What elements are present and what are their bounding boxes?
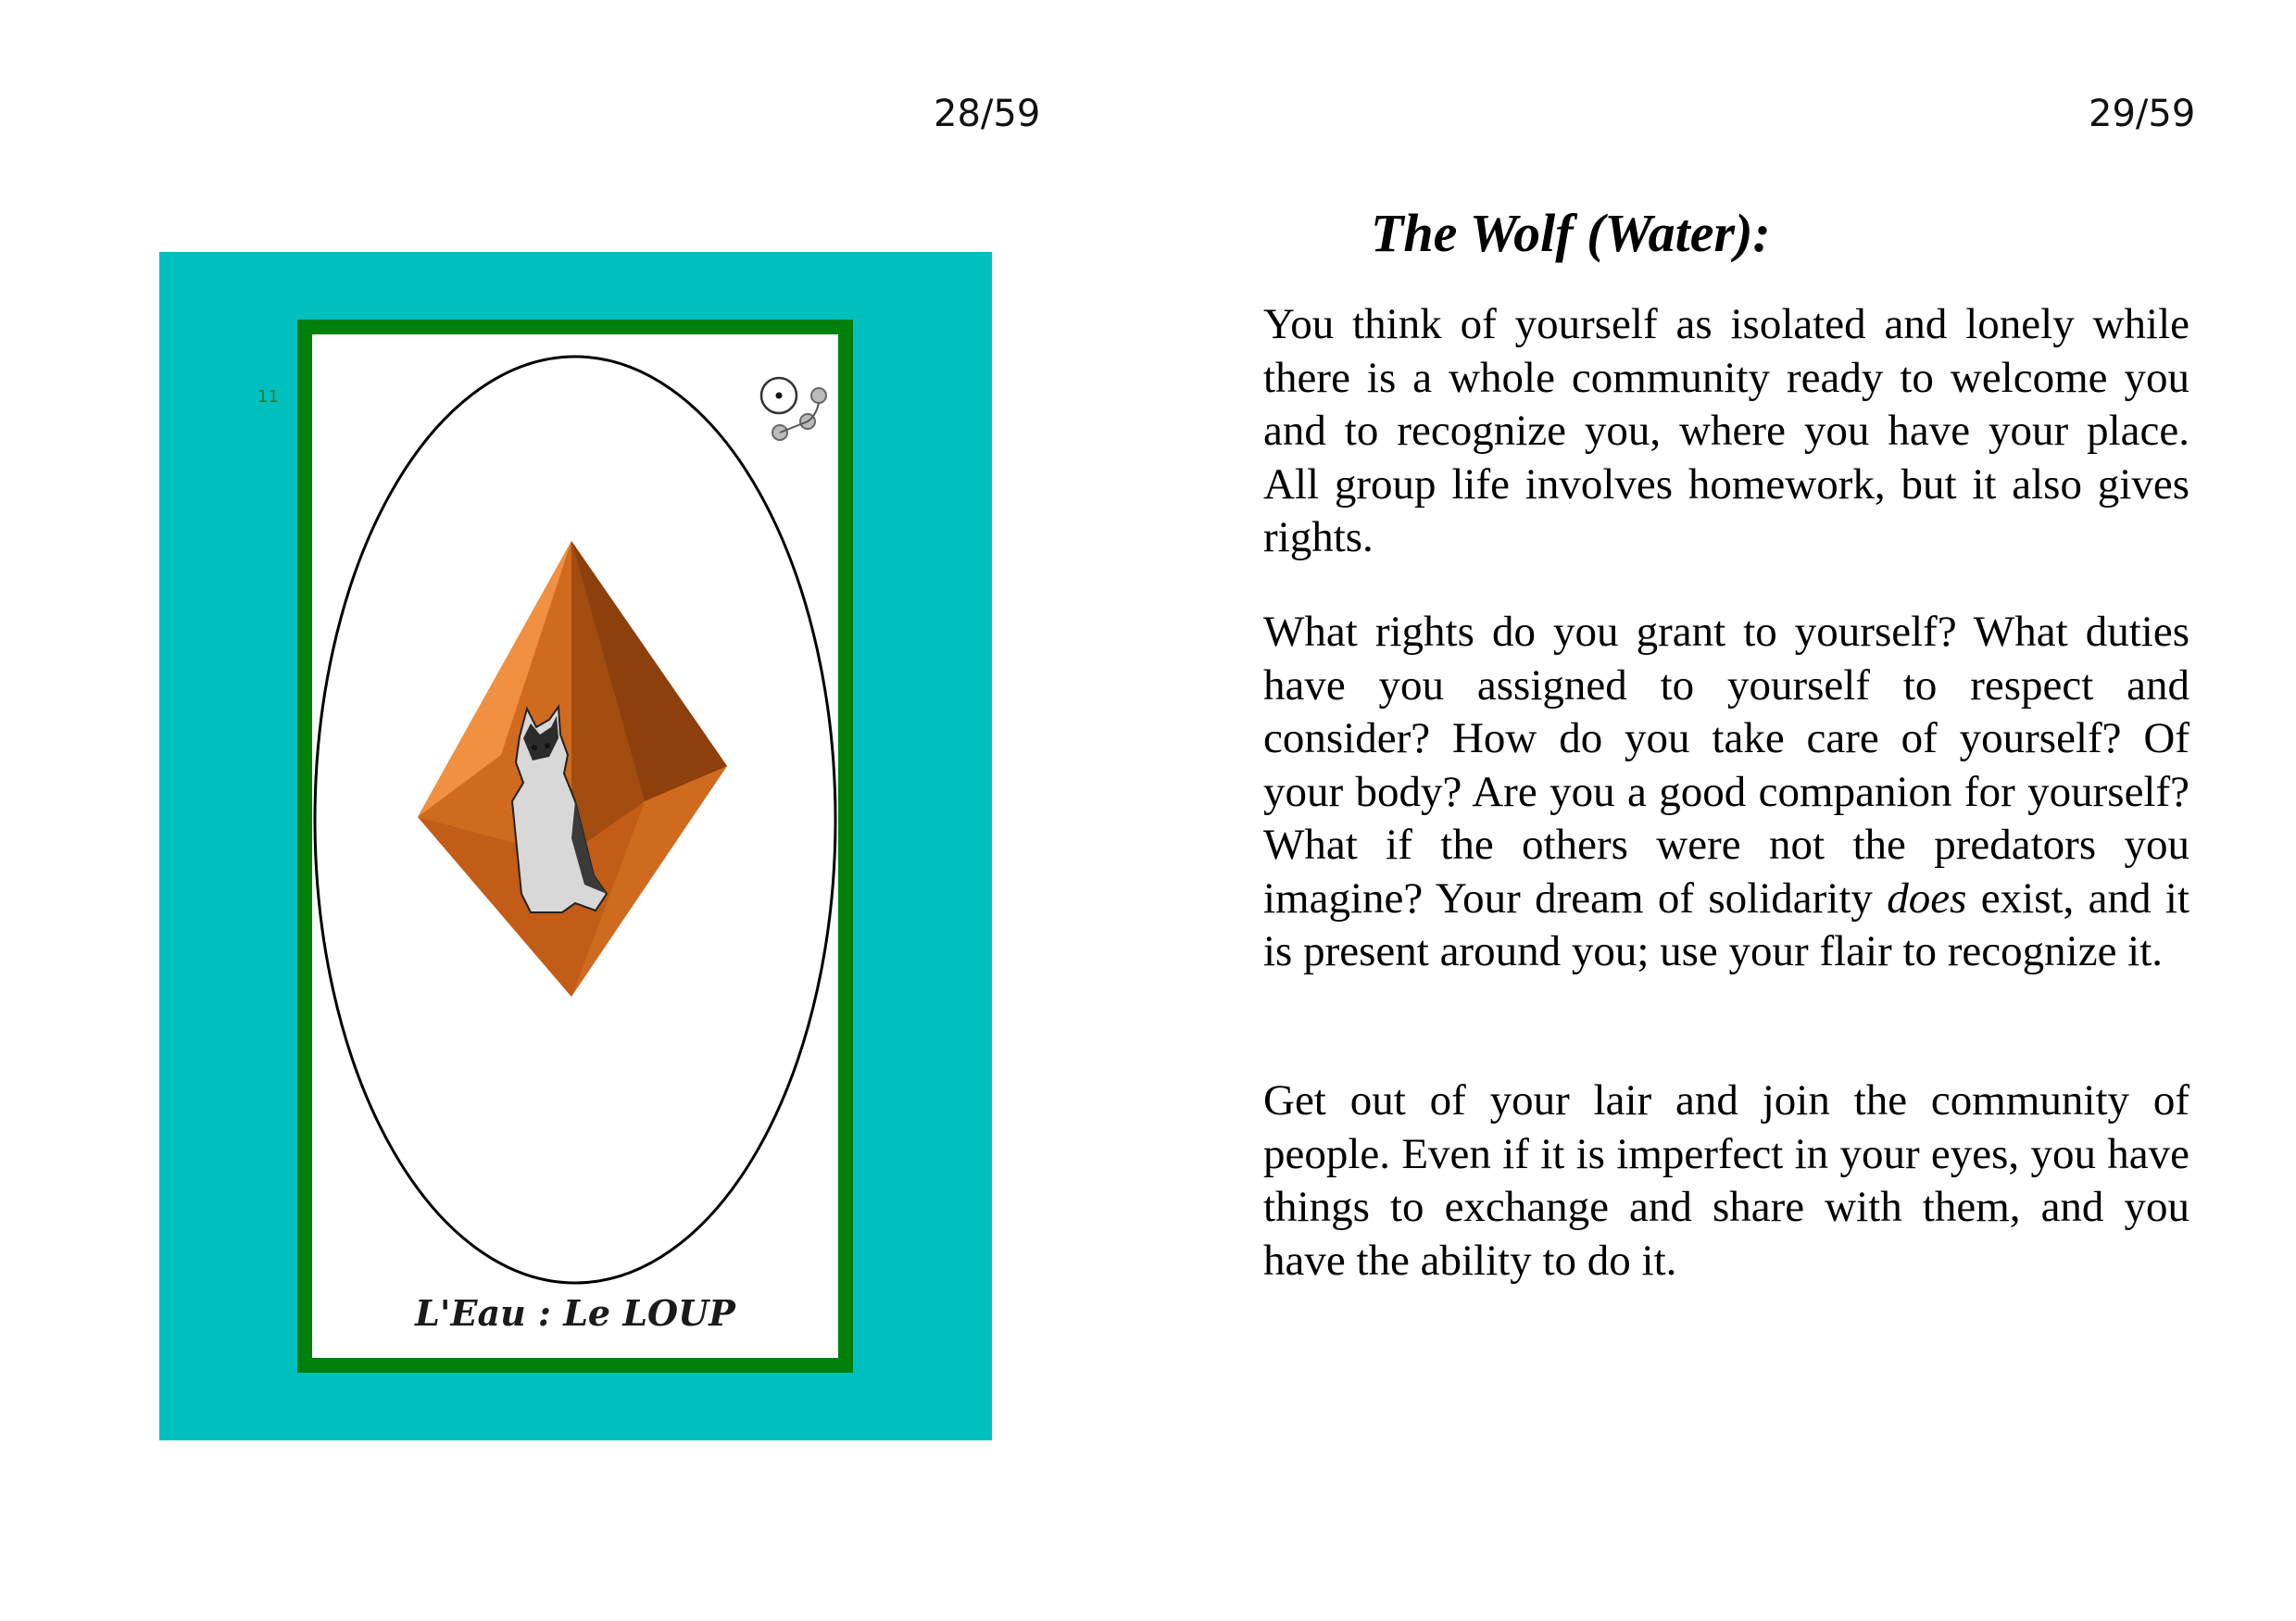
page-number-right: 29/59 [2089, 93, 2196, 135]
section-title: The Wolf (Water): [1371, 203, 1771, 263]
card-illustration [297, 320, 853, 1373]
card-caption: L'Eau : Le LOUP [415, 1292, 735, 1334]
emphasis-does: does [1887, 873, 1967, 923]
circle-dots-icon [761, 378, 826, 440]
paragraph-2-end: exist, and it is present around you; use your flair to recognize it. [1263, 873, 2189, 975]
paragraph-3: Get out of your lair and join the community of people. Even if it is imperfect in your eyes, you have things to exchange and share with them, and you have the ability to do it. [1263, 1076, 2189, 1285]
paragraph-2 [1263, 606, 2189, 979]
paragraph-1: You think of yourself as isolated and lonely while there is a whole community ready to welcome you and to recognize you, where you have your place. All group life involves homework, but it also gives rights. [1263, 300, 2189, 561]
card-number: 11 [257, 387, 279, 407]
paragraph-2-start: What rights do you grant to yourself? What duties have you assigned to yourself to respect and consider? How do you take care of yourself? Of your body? Are you a good companion for yourself? What if the others were not the predators you imagine? Your dream of solidarity [1263, 608, 2189, 923]
page-number-left: 28/59 [934, 93, 1041, 135]
orange-diamond-icon [418, 541, 727, 997]
